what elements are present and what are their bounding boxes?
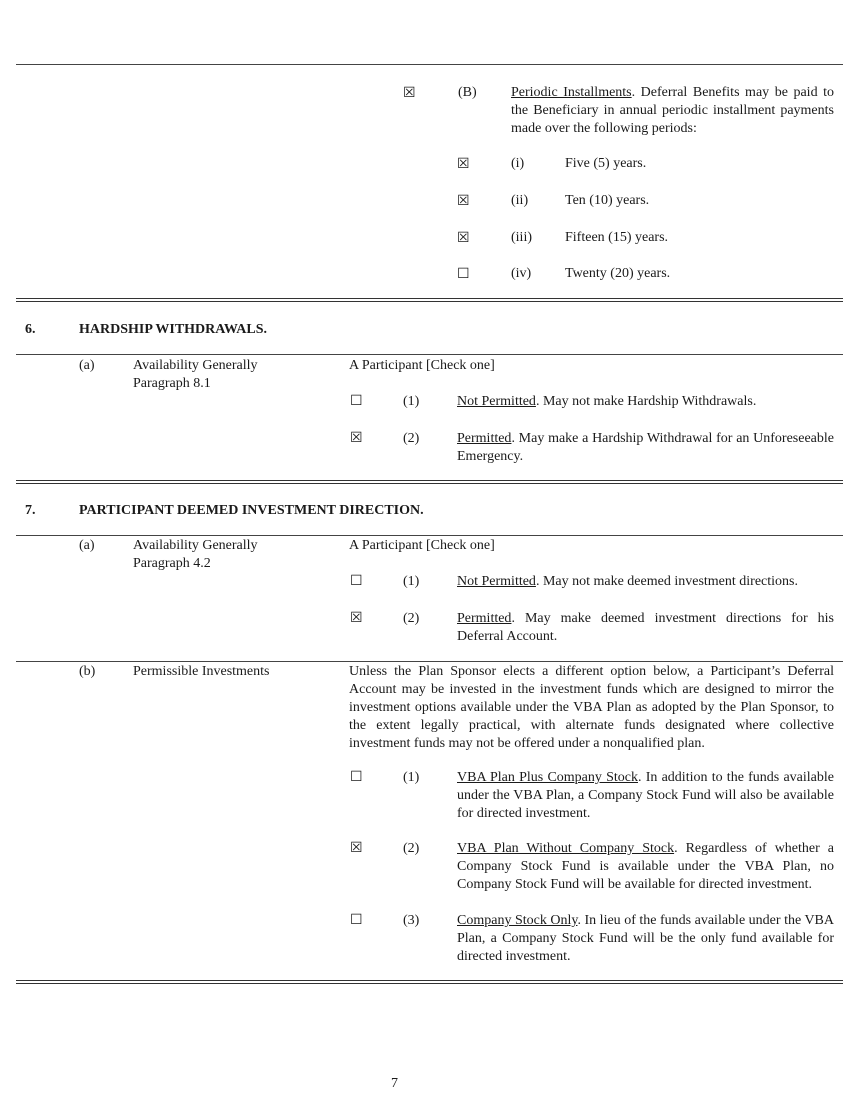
s7b-option-1-num: (1) [403,770,420,785]
s7-item-a-heading: Availability Generally [133,538,258,553]
section-7-number: 7. [25,503,36,518]
checkbox-s7b-plus-company-stock[interactable]: ☐ [350,769,363,785]
section-divider [16,298,843,302]
s7b-option-2-title: VBA Plan Without Company Stock [457,841,675,856]
checkbox-period-ii[interactable]: ☒ [457,193,470,209]
s7a-option-2-text [457,610,834,646]
s7-item-a-prompt: A Participant [Check one] [349,538,495,553]
s7b-option-3-text [457,912,834,966]
section-7-title: PARTICIPANT DEEMED INVESTMENT DIRECTION. [79,503,424,518]
s7a-option-2-body: . May make deemed investment directions for his Deferral Account. [457,611,834,644]
period-ii-text: Ten (10) years. [565,193,650,208]
s6-option-1-body: . May not make Hardship Withdrawals. [535,394,757,409]
s7-item-a-reference: Paragraph 4.2 [133,556,211,571]
s6-option-2-title: Permitted [457,431,512,446]
s7b-option-2-text [457,840,834,894]
s6-option-2-text [457,430,834,466]
s6-item-a-prompt: A Participant [Check one] [349,358,495,373]
section-6-number: 6. [25,322,36,337]
s6-option-1-title: Not Permitted [457,394,536,409]
checkbox-period-i[interactable]: ☒ [457,156,470,172]
checkbox-s7b-company-stock-only[interactable]: ☐ [350,912,363,928]
top-rule [16,64,843,65]
checkbox-s7b-without-company-stock[interactable]: ☒ [350,840,363,856]
s7-item-b-heading: Permissible Investments [133,664,270,679]
period-iv-text: Twenty (20) years. [565,266,671,281]
s6-option-1-text [457,393,834,411]
checkbox-s6-not-permitted[interactable]: ☐ [350,393,363,409]
s7b-option-3-title: Company Stock Only [457,913,578,928]
s7a-option-2-title: Permitted [457,611,512,626]
s7b-option-3-body: . In lieu of the funds available under the VBA Plan, a Company Stock Fund will be the only fund available for directed investment. [457,913,835,964]
s7a-option-1-body: . May not make deemed investment directions. [535,574,798,589]
s7a-option-2-num: (2) [403,611,420,626]
section-6-title: HARDSHIP WITHDRAWALS. [79,322,268,337]
checkbox-s7a-permitted[interactable]: ☒ [350,610,363,626]
period-i-text: Five (5) years. [565,156,647,171]
s7b-option-2-num: (2) [403,841,420,856]
s7-item-b-intro: Unless the Plan Sponsor elects a different option below, a Participant’s Deferral Account may be invested in the investment funds which are designed to mirror the investment options available under the VBA Plan as adopted by the Plan Sponsor, to the extent legally practical, with alternate funds designated where collective investment funds may not be offered under a nonqualified plan. [349,664,834,751]
section-6-rule [16,354,843,355]
section-7-rule [16,535,843,536]
s7b-option-2-body: . Regardless of whether a Company Stock Fund is available under the VBA Plan, no Company Stock Fund will be available for directed investment. [457,841,834,892]
s6-option-1-num: (1) [403,394,420,409]
period-ii-label: (ii) [511,193,529,208]
checkbox-period-iii[interactable]: ☒ [457,230,470,246]
period-i-label: (i) [511,156,525,171]
period-iv-label: (iv) [511,266,532,281]
s7a-option-1-text [457,573,834,591]
item-b-rule [16,661,843,662]
s6-item-a-heading: Availability Generally [133,358,258,373]
checkbox-option-b[interactable]: ☒ [403,85,416,101]
s7a-option-1-title: Not Permitted [457,574,536,589]
period-iii-label: (iii) [511,230,532,245]
s7b-option-1-body: . In addition to the funds available under the VBA Plan, a Company Stock Fund will also be available for directed investment. [457,770,834,821]
s6-option-2-num: (2) [403,431,420,446]
checkbox-period-iv[interactable]: ☐ [457,266,470,282]
s7a-option-1-num: (1) [403,574,420,589]
s7-item-a-label: (a) [79,538,95,553]
section-divider [16,980,843,984]
option-b-label: (B) [458,85,477,100]
period-iii-text: Fifteen (15) years. [565,230,669,245]
option-b-text [511,84,834,138]
s7-item-b-label: (b) [79,664,96,679]
s7b-option-1-text [457,769,834,823]
section-divider [16,480,843,484]
checkbox-s6-permitted[interactable]: ☒ [350,430,363,446]
s6-item-a-label: (a) [79,358,95,373]
checkbox-s7a-not-permitted[interactable]: ☐ [350,573,363,589]
option-b-title: Periodic Installments [511,85,632,100]
s6-item-a-reference: Paragraph 8.1 [133,376,211,391]
s7b-option-3-num: (3) [403,913,420,928]
s6-option-2-body: . May make a Hardship Withdrawal for an Unforeseeable Emergency. [457,431,834,464]
option-b-body: . Deferral Benefits may be paid to the Beneficiary in annual periodic installment payments made over the following periods: [511,85,835,136]
s7b-option-1-title: VBA Plan Plus Company Stock [457,770,638,785]
page-number: 7 [391,1076,398,1091]
